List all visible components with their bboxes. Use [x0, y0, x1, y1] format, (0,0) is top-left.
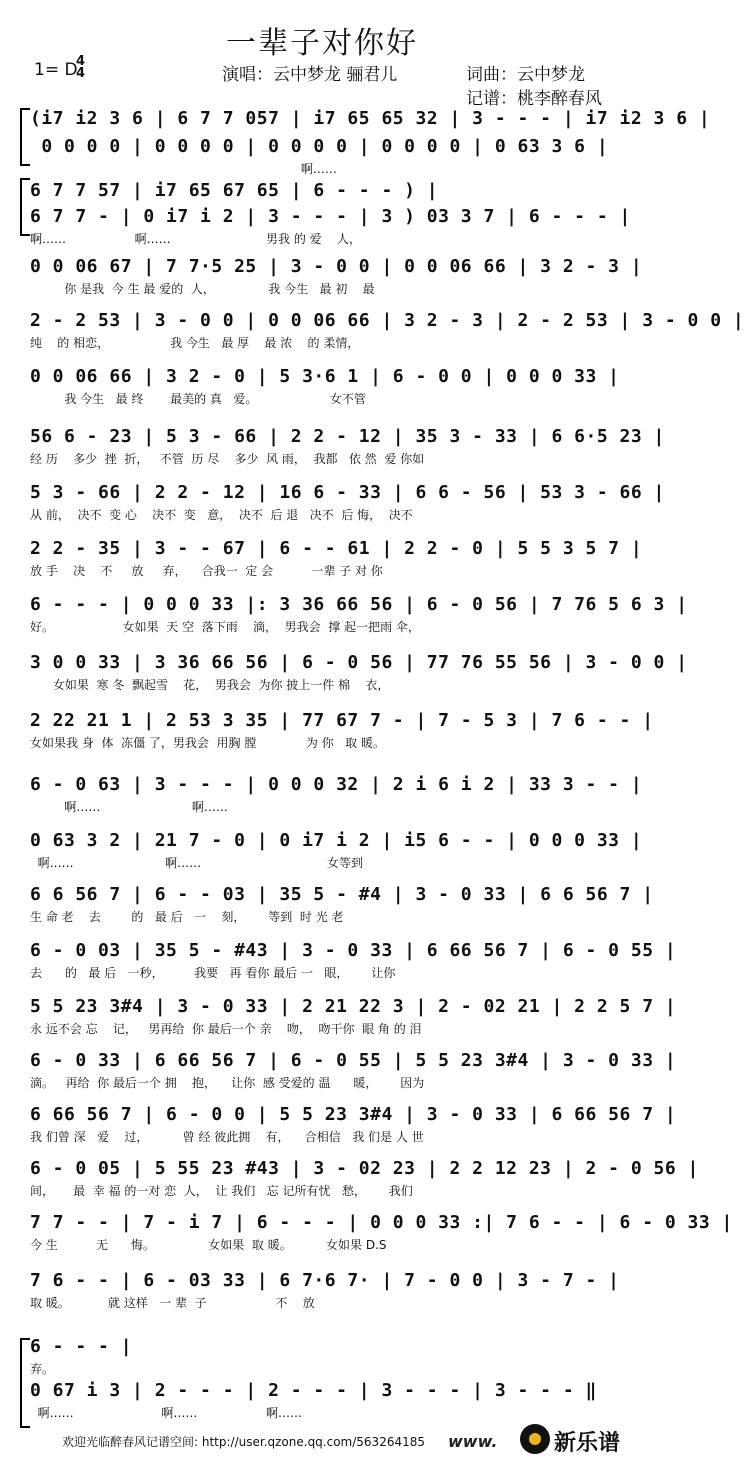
notation-line: 6 7 7 57 | i7 65 67 65 | 6 - - - ) | — [30, 180, 439, 201]
lyric-line: 女如果 寒 冬 飘起雪 花， 男我会 为你 披上一件 棉 衣， — [30, 678, 390, 692]
lyric-line: 你 是我 今 生 最 爱的 人， 我 今生 最 初 最 — [30, 282, 375, 296]
system-brace — [20, 1338, 30, 1428]
notation-line: (i7 i2 3 6 | 6 7 7 057 | i7 65 65 32 | 3 - - - | i7 i2 3 6 | — [30, 108, 711, 129]
notation-line: 2 2 - 35 | 3 - - 67 | 6 - - 61 | 2 2 - 0 | 5 5 3 5 7 | — [30, 538, 643, 559]
lyric-line: 今 生 无 悔。 女如果 取 暖。 女如果 D.S — [30, 1238, 387, 1252]
notation-line: 6 7 7 - | 0 i7 i 2 | 3 - - - | 3 ) 03 3 7 | 6 - - - | — [30, 206, 631, 227]
time-sig-bottom: 4 — [76, 66, 86, 81]
notation-line: 56 6 - 23 | 5 3 - 66 | 2 2 - 12 | 35 3 - 33 | 6 6·5 23 | — [30, 426, 665, 447]
notation-line: 6 - - - | 0 0 0 33 |: 3 36 66 56 | 6 - 0 56 | 7 76 5 6 3 | — [30, 594, 688, 615]
notation-line: 6 - - - | — [30, 1336, 133, 1357]
notation-line: 2 - 2 53 | 3 - 0 0 | 0 0 06 66 | 3 2 - 3 | 2 - 2 53 | 3 - 0 0 | — [30, 310, 744, 331]
time-sig-top: 4 — [76, 54, 86, 69]
lyric-line: 啊…… 啊…… 啊…… — [30, 1406, 303, 1420]
notation-line: 6 - 0 05 | 5 55 23 #43 | 3 - 02 23 | 2 2 12 23 | 2 - 0 56 | — [30, 1158, 699, 1179]
notation-line: 0 67 i 3 | 2 - - - | 2 - - - | 3 - - - | 3 - - - ‖ — [30, 1380, 597, 1401]
lyric-line: 取 暖。 就 这样 一 辈 子 不 放 — [30, 1296, 315, 1310]
lyric-line: 啊…… 啊…… — [30, 800, 228, 814]
footer-text: 欢迎光临醉春风记谱空间: http://user.qzone.qq.com/563264185 — [62, 1435, 426, 1449]
lyric-line: 去 的 最 后 一秒， 我要 再 看你 最后 一 眼， 让你 — [30, 966, 396, 980]
lyric-line: 间， 最 幸 福 的一对 恋 人， 让 我们 忘 记所有忧 愁， 我们 — [30, 1184, 413, 1198]
lyric-line: 我 们曾 深 爱 过， 曾 经 彼此拥 有， 合相信 我 们是 人 世 — [30, 1130, 424, 1144]
lyric-line: 放 手 决 不 放 弃， 合我一 定 会 一辈 子 对 你 — [30, 564, 383, 578]
lyric-line: 啊…… 啊…… 男我 的 爱 人， — [30, 232, 361, 246]
lyric-line: 经 历 多少 挫 折， 不管 历 尽 多少 风 雨， 我都 依 然 爱 你如 — [30, 452, 425, 466]
lyric-line: 滴。 再给 你 最后一个 拥 抱， 让你 感 受爱的 温 暖， 因为 — [30, 1076, 425, 1090]
lyric-line: 啊…… 啊…… 女等到 — [30, 856, 364, 870]
notation-line: 5 5 23 3#4 | 3 - 0 33 | 2 21 22 3 | 2 - 02 21 | 2 2 5 7 | — [30, 996, 677, 1017]
lyric-line: 生 命 老 去 的 最 后 一 刻， 等到 时 光 老 — [30, 910, 344, 924]
lyric-line: 永 远不会 忘 记， 男再给 你 最后一个 亲 吻， 吻干你 眼 角 的 泪 — [30, 1022, 422, 1036]
notation-credit: 记谱：桃李醉春风 — [466, 89, 602, 109]
song-title: 一辈子对你好 — [226, 26, 418, 61]
key-signature: 1= D — [34, 60, 78, 80]
notation-line: 2 22 21 1 | 2 53 3 35 | 77 67 7 - | 7 - 5 3 | 7 6 - - | — [30, 710, 654, 731]
notation-line: 3 0 0 33 | 3 36 66 56 | 6 - 0 56 | 77 76 55 56 | 3 - 0 0 | — [30, 652, 688, 673]
lyric-line: 纯 的 相恋， 我 今生 最 厚 最 浓 的 柔情， — [30, 336, 360, 350]
system-brace — [20, 108, 30, 166]
lyric-line: 弃。 — [30, 1362, 55, 1376]
notation-line: 5 3 - 66 | 2 2 - 12 | 16 6 - 33 | 6 6 - 56 | 53 3 - 66 | — [30, 482, 665, 503]
notation-line: 7 6 - - | 6 - 03 33 | 6 7·6 7· | 7 - 0 0 | 3 - 7 - | — [30, 1270, 620, 1291]
notation-line: 0 0 06 67 | 7 7·5 25 | 3 - 0 0 | 0 0 06 66 | 3 2 - 3 | — [30, 256, 643, 277]
time-signature — [76, 56, 85, 80]
lyric-line: 好。 女如果 天 空 落下雨 滴， 男我会 撑 起一把雨 伞， — [30, 620, 420, 634]
lyric-line: 从 前， 决不 变 心 决不 变 意， 决不 后 退 决不 后 悔， 决不 — [30, 508, 413, 522]
site-logo — [520, 1424, 638, 1456]
notation-line: 6 - 0 63 | 3 - - - | 0 0 0 32 | 2 i 6 i 2 | 33 3 - - | — [30, 774, 643, 795]
notation-line: 0 0 06 66 | 3 2 - 0 | 5 3·6 1 | 6 - 0 0 | 0 0 0 33 | — [30, 366, 620, 387]
logo-text: 新乐谱 — [554, 1431, 621, 1456]
watermark-text: www. — [448, 1432, 498, 1451]
system-brace — [20, 178, 30, 236]
lyric-line: 我 今生 最 终 最美的 真 爱。 女不管 — [30, 392, 366, 406]
music-disc-icon — [520, 1424, 550, 1454]
notation-line: 6 6 56 7 | 6 - - 03 | 35 5 - #4 | 3 - 0 33 | 6 6 56 7 | — [30, 884, 654, 905]
composer-credit: 词曲：云中梦龙 — [466, 65, 585, 85]
singer-credit: 演唱：云中梦龙 骊君儿 — [222, 65, 398, 85]
notation-line: 6 66 56 7 | 6 - 0 0 | 5 5 23 3#4 | 3 - 0 33 | 6 66 56 7 | — [30, 1104, 677, 1125]
notation-line: 0 63 3 2 | 21 7 - 0 | 0 i7 i 2 | i5 6 - - | 0 0 0 33 | — [30, 830, 643, 851]
notation-line: 0 0 0 0 | 0 0 0 0 | 0 0 0 0 | 0 0 0 0 | 0 63 3 6 | — [30, 136, 609, 157]
lyric-line: 啊…… — [30, 162, 337, 176]
lyric-line: 女如果我 身 体 冻僵 了，男我会 用胸 膛 为 你 取 暖。 — [30, 736, 385, 750]
notation-line: 6 - 0 33 | 6 66 56 7 | 6 - 0 55 | 5 5 23 3#4 | 3 - 0 33 | — [30, 1050, 677, 1071]
notation-line: 6 - 0 03 | 35 5 - #43 | 3 - 0 33 | 6 66 56 7 | 6 - 0 55 | — [30, 940, 677, 961]
notation-line: 7 7 - - | 7 - i 7 | 6 - - - | 0 0 0 33 :| 7 6 - - | 6 - 0 33 | — [30, 1212, 733, 1233]
